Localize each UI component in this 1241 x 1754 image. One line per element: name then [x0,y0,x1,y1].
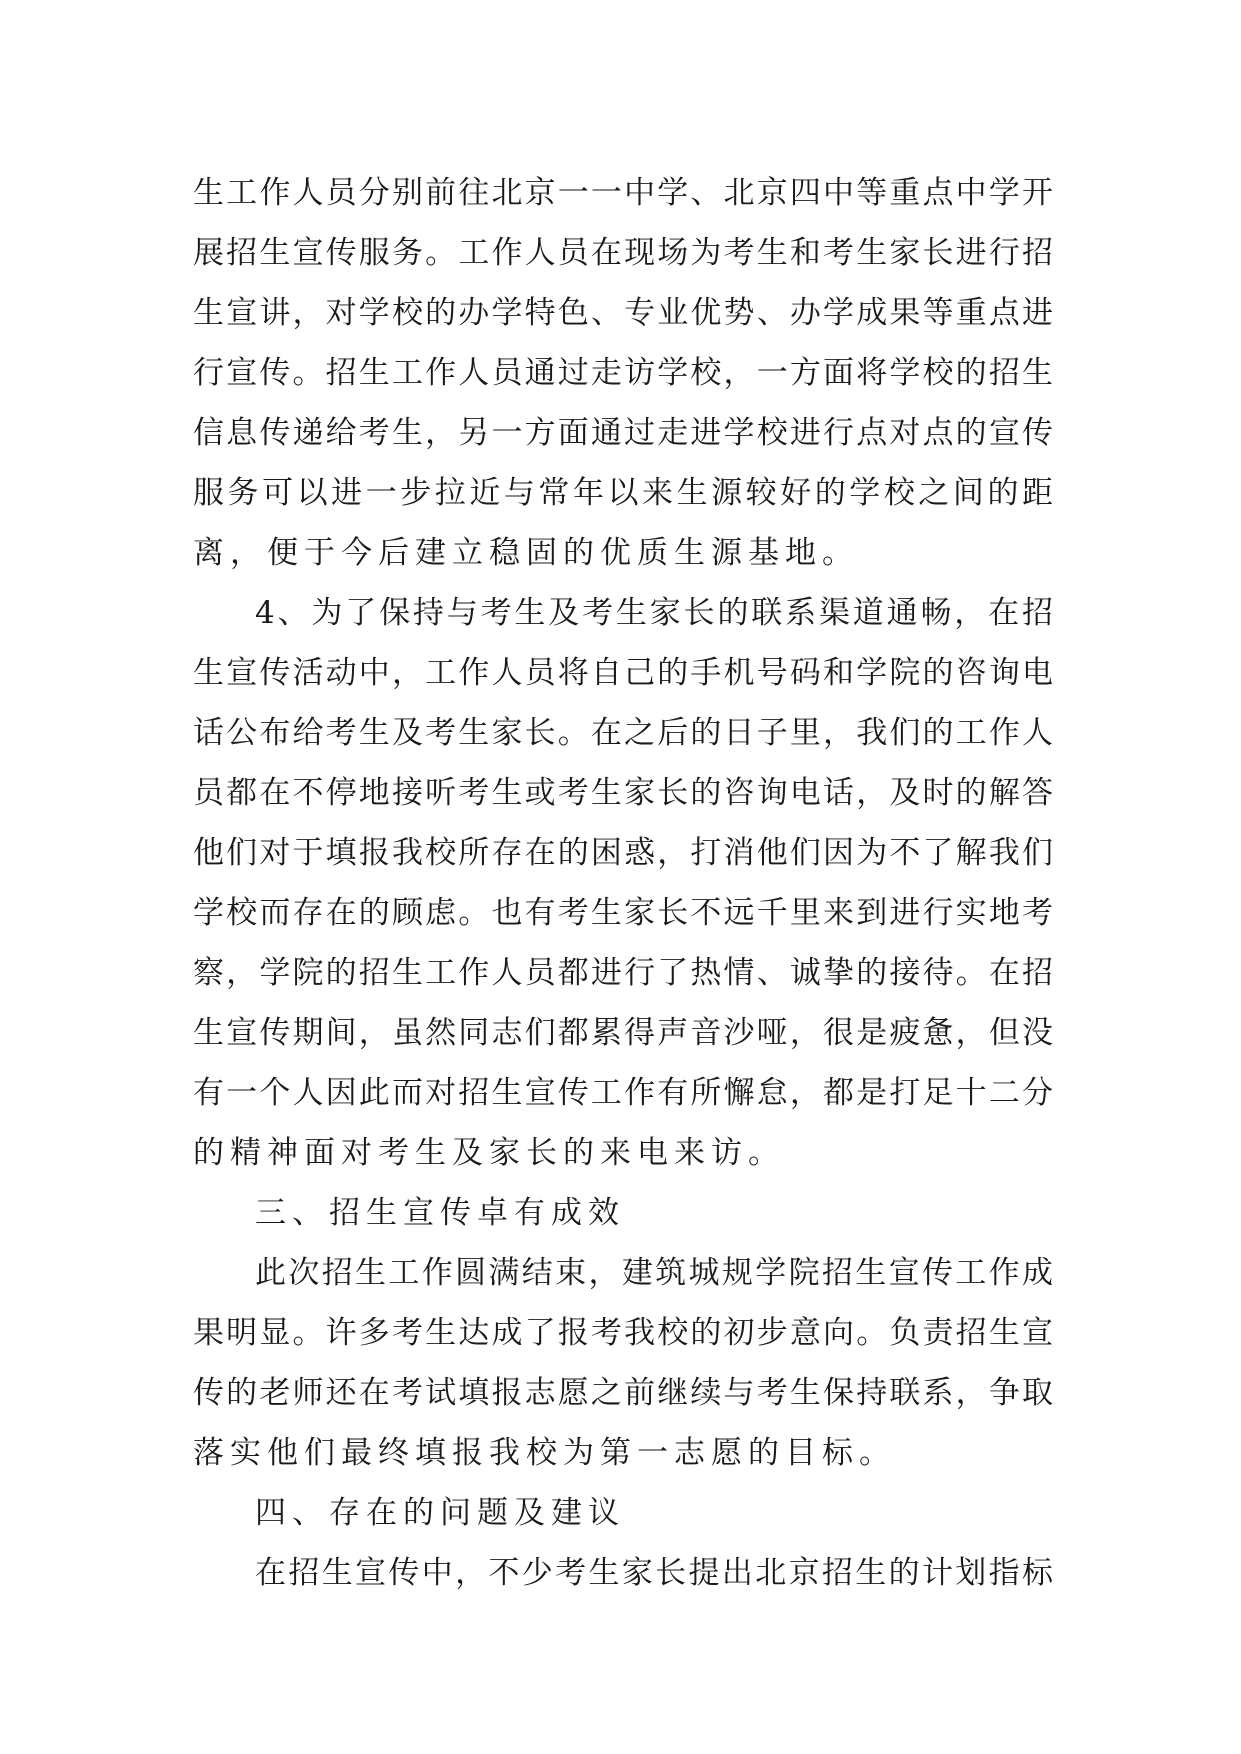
document-body [193,163,1053,1603]
text-line: 话公布给考生及考生家长。在之后的日子里，我们的工作人 [193,715,1053,751]
text-line: 服务可以进一步拉近与常年以来生源较好的学校之间的距 [193,475,1053,511]
text-line: 展招生宣传服务。工作人员在现场为考生和考生家长进行招 [193,235,1053,271]
heading-text: 四、存在的问题及建议 [255,1495,625,1531]
text-line: 员都在不停地接听考生或考生家长的咨询电话，及时的解答 [193,775,1053,811]
text-line: 此次招生工作圆满结束，建筑城规学院招生宣传工作成 [255,1255,1053,1291]
text-line: 传的老师还在考试填报志愿之前继续与考生保持联系，争取 [193,1375,1053,1411]
heading-text: 三、招生宣传卓有成效 [255,1195,625,1231]
section-heading-issues [193,1483,1053,1543]
paragraph-item-4-contact [193,583,1053,1183]
section-heading-results [193,1183,1053,1243]
text-line: 生宣讲，对学校的办学特色、专业优势、办学成果等重点进 [193,295,1053,331]
text-line: 生宣传期间，虽然同志们都累得声音沙哑，很是疲惫，但没 [193,1015,1053,1051]
text-line: 行宣传。招生工作人员通过走访学校，一方面将学校的招生 [193,355,1053,391]
text-line: 察，学院的招生工作人员都进行了热情、诚挚的接待。在招 [193,955,1053,991]
text-line: 信息传递给考生，另一方面通过走进学校进行点对点的宣传 [193,415,1053,451]
text-line: 离，便于今后建立稳固的优质生源基地。 [193,535,859,571]
text-line: 果明显。许多考生达成了报考我校的初步意向。负责招生宣 [193,1315,1053,1351]
text-line: 生宣传活动中，工作人员将自己的手机号码和学院的咨询电 [193,655,1053,691]
text-line: 有一个人因此而对招生宣传工作有所懈怠，都是打足十二分 [193,1075,1053,1111]
paragraph-issues [193,1543,1053,1603]
text-line: 4、为了保持与考生及考生家长的联系渠道通畅，在招 [255,595,1053,631]
text-line: 生工作人员分别前往北京一一中学、北京四中等重点中学开 [193,175,1053,211]
text-line: 落实他们最终填报我校为第一志愿的目标。 [193,1435,896,1471]
paragraph-results [193,1243,1053,1483]
text-line: 在招生宣传中，不少考生家长提出北京招生的计划指标 [255,1555,1053,1591]
text-line: 的精神面对考生及家长的来电来访。 [193,1135,785,1171]
text-line: 学校而存在的顾虑。也有考生家长不远千里来到进行实地考 [193,895,1053,931]
paragraph-recruitment-visits [193,163,1053,583]
text-line: 他们对于填报我校所存在的困惑，打消他们因为不了解我们 [193,835,1053,871]
